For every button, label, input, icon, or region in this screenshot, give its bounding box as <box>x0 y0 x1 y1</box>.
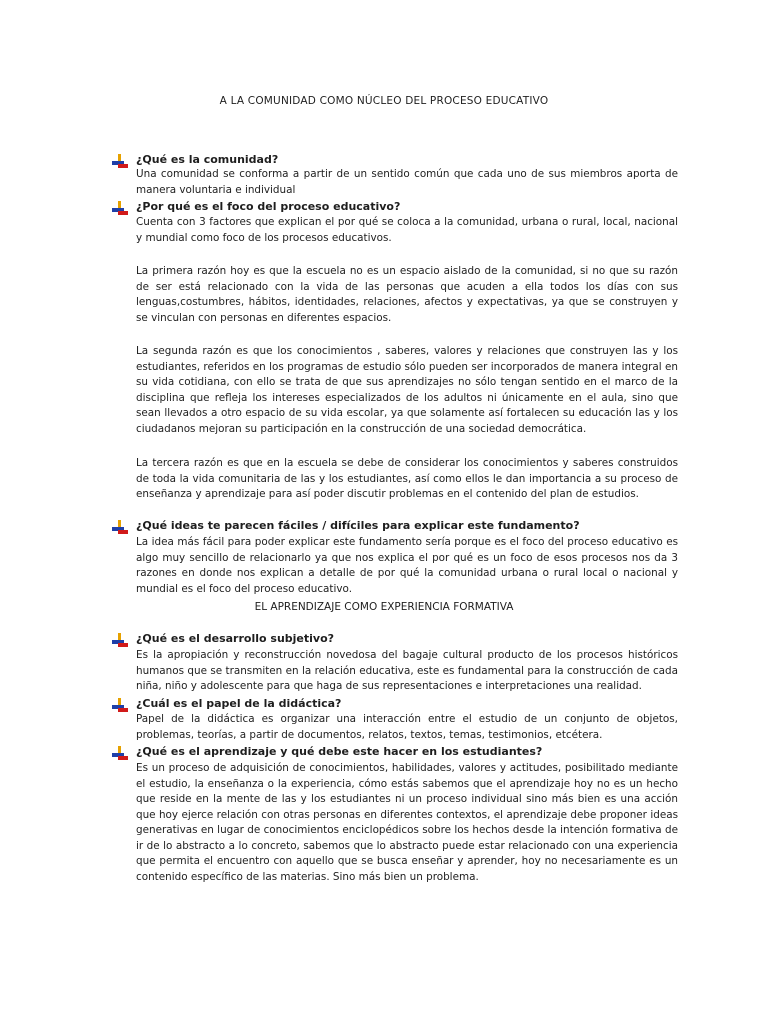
question-item <box>112 745 678 759</box>
answer-text: Es un proceso de adquisición de conocimientos, habilidades, valores y actitudes, posibilitado mediante el estudio, la enseñanza o la experiencia, cómo estás sabemos que el aprendizaje hoy no es un hecho que reside en la mente de las y los estudiantes ni un proceso individual sino más bien es una acción que hoy ejerce relación con otras personas en diferentes contextos, el aprendizaje debe proponer ideas generativas en lugar de conocimientos enciclopédicos sobre los hechos desde la intención formativa de ir de lo abstracto a lo concreto, sabemos que lo abstracto puede estar relacionado con una experiencia que permita el encuentro con aquello que se busca enseñar y aprender, hoy no necesariamente es un contenido específico de las materias. Sino más bien un problema. <box>136 762 678 883</box>
answer-paragraph <box>136 215 678 246</box>
answer-text: Es la apropiación y reconstrucción novedosa del bagaje cultural producto de los procesos históricos humanos que se transmiten en la relación educativa, este es fundamental para la construcción de cada niña, niño y adolescente para que haga de sus representaciones e interpretaciones una realidad. <box>136 649 678 692</box>
answer-text: La idea más fácil para poder explicar este fundamento sería porque es el foco del proceso educativo es algo muy sencillo de relacionarlo ya que nos explica el por qué es un foco de esos procesos nos da 3 razones en donde nos explican a detalle de por qué la comunidad urbana o rural local o nacional y mundial es el foco del proceso educativo. <box>136 536 678 595</box>
question-text: ¿Por qué es el foco del proceso educativo? <box>136 200 401 213</box>
question-text: ¿Qué es el desarrollo subjetivo? <box>136 632 335 645</box>
answer-text: Papel de la didáctica es organizar una interacción entre el estudio de un conjunto de objetos, problemas, teorías, a partir de documentos, relatos, textos, temas, testimonios, etcétera. <box>136 713 678 741</box>
question-item <box>112 632 678 646</box>
answer-paragraph <box>136 264 678 326</box>
question-text: ¿Qué es el aprendizaje y qué debe este hacer en los estudiantes? <box>136 745 543 758</box>
section-subtitle: EL APRENDIZAJE COMO EXPERIENCIA FORMATIVA <box>254 601 514 613</box>
answer-text: Una comunidad se conforma a partir de un sentido común que cada uno de sus miembros aporta de manera voluntaria e individual <box>136 168 678 196</box>
question-text: ¿Qué ideas te parecen fáciles / difíciles para explicar este fundamento? <box>136 519 580 532</box>
question-item <box>112 519 678 533</box>
bullet-icon <box>112 201 130 215</box>
answer-paragraph <box>136 648 678 695</box>
answer-text: La segunda razón es que los conocimientos , saberes, valores y relaciones que construyen las y los estudiantes, referidos en los programas de estudio sólo pueden ser incorporados de manera integral en su vida cotidiana, con ello se trata de que sus aprendizajes no sólo tengan sentido en el marco de la disciplina que refleja los intereses especializados de los adultos ni únicamente en el aula, sino que sean llevados a otro espacio de su vida escolar, ya que solamente así fortalecen su educación las y los ciudadanos mejoran su participación en la construcción de una sociedad democrática. <box>136 345 678 435</box>
bullet-icon <box>112 698 130 712</box>
question-item <box>112 153 678 167</box>
bullet-icon <box>112 746 130 760</box>
document-title: A LA COMUNIDAD COMO NÚCLEO DEL PROCESO EDUCATIVO <box>219 95 549 107</box>
answer-paragraph <box>136 456 678 503</box>
answer-paragraph <box>136 344 678 437</box>
answer-paragraph <box>136 712 678 743</box>
bullet-icon <box>112 154 130 168</box>
question-item <box>112 697 678 711</box>
answer-text: Cuenta con 3 factores que explican el por qué se coloca a la comunidad, urbana o rural, local, nacional y mundial como foco de los procesos educativos. <box>136 216 678 244</box>
question-text: ¿Qué es la comunidad? <box>136 153 279 166</box>
question-text: ¿Cuál es el papel de la didáctica? <box>136 697 342 710</box>
answer-text: La tercera razón es que en la escuela se debe de considerar los conocimientos y saberes construidos de toda la vida comunitaria de las y los estudiantes, así como ellos le dan importancia a su proceso de enseñanza y aprendizaje para así poder discutir problemas en el contenido del plan de estudios. <box>136 457 678 500</box>
answer-text: La primera razón hoy es que la escuela no es un espacio aislado de la comunidad, si no que su razón de ser está relacionado con la vida de las personas que acuden a ella todos los días con sus lenguas,costumbres, hábitos, identidades, relaciones, afectos y expectativas, ya que se construyen y se vinculan con personas en diferentes espacios. <box>136 265 678 324</box>
bullet-icon <box>112 633 130 647</box>
answer-paragraph <box>136 761 678 885</box>
question-item <box>112 200 678 214</box>
answer-paragraph <box>136 167 678 198</box>
answer-paragraph <box>136 535 678 597</box>
bullet-icon <box>112 520 130 534</box>
